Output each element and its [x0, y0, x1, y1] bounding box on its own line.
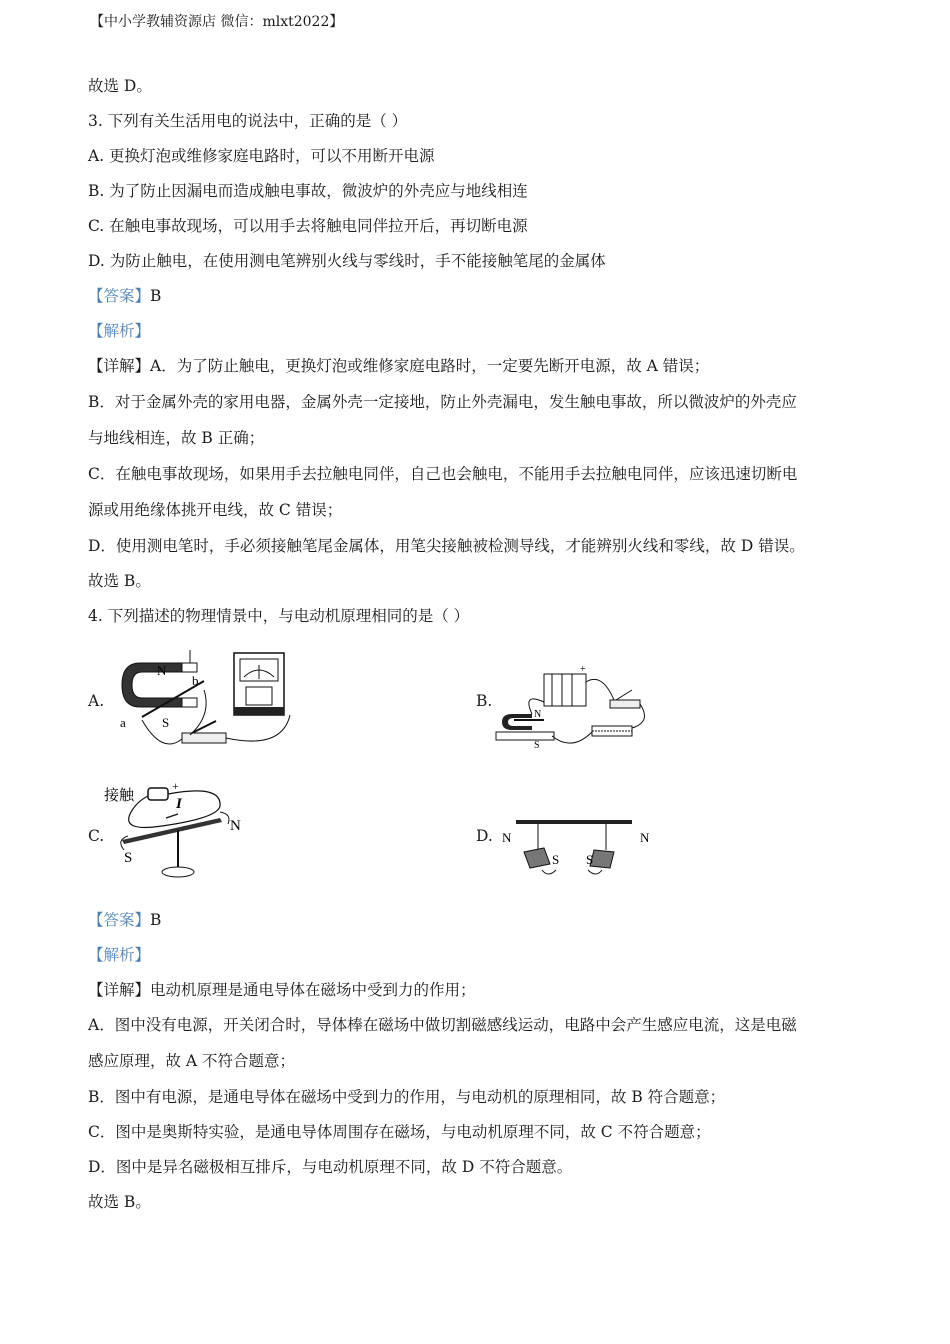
stand-base: [496, 732, 554, 740]
q4-stem: 4. 下列描述的物理情景中，与电动机原理相同的是（ ）: [88, 607, 470, 625]
galvanometer-body: [246, 687, 272, 705]
q4-conclusion: 故选 B。: [88, 1193, 151, 1211]
fig-d-s-right: S: [586, 852, 594, 867]
fig-c-plus: +: [172, 779, 179, 793]
q3-answer: [88, 286, 161, 306]
current-arrow: [166, 814, 178, 818]
switch-blade: [192, 721, 216, 733]
fig-a-wire-b: b: [192, 673, 199, 688]
fig-d-n-left: N: [502, 830, 512, 845]
fig-a-n: N: [157, 663, 167, 678]
q3-stem: 3. 下列有关生活用电的说法中，正确的是（ ）: [88, 112, 408, 130]
q3-detail-3: C．在触电事故现场，如果用手去拉触电同伴，自己也会触电，不能用手去拉触电同伴，应该迅速切断电: [88, 465, 798, 483]
q3-detail-0: [88, 356, 709, 376]
fig-d-s-left: S: [552, 852, 560, 867]
fig-b-plus: +: [580, 664, 586, 675]
switch-base: [182, 733, 226, 743]
q3-detail-4: 源或用绝缘体挑开电线，故 C 错误；: [88, 501, 343, 519]
fig-c-label: C.: [88, 827, 105, 845]
fig-a-label: A.: [88, 692, 105, 710]
answer-tag: 【答案】: [88, 911, 151, 929]
answer-value: B: [150, 911, 162, 929]
hanging-bar: [516, 820, 632, 824]
q4-detail-1: 感应原理，故 A 不符合题意；: [88, 1052, 296, 1070]
q4-detail-first: [88, 980, 476, 1000]
q4-analysis-tag: 【解析】: [88, 946, 151, 964]
figure-c-oersted: [102, 778, 257, 883]
q3-option-a: A. 更换灯泡或维修家庭电路时，可以不用断开电源: [88, 147, 435, 165]
figure-d-magnets: [498, 818, 658, 880]
battery: [544, 674, 586, 706]
q4-answer: [88, 910, 161, 930]
motion-arrow-left: [542, 870, 556, 874]
magnet-right: [590, 850, 614, 868]
switch: [610, 700, 640, 708]
horseshoe-magnet: [122, 663, 182, 707]
motion-arrow-right: [588, 870, 602, 874]
fig-b-n: N: [534, 709, 542, 720]
compass-needle: [122, 818, 222, 844]
q3-option-d: D. 为防止触电，在使用测电笔辨别火线与零线时，手不能接触笔尾的金属体: [88, 252, 606, 270]
q4-detail-4: D．图中是异名磁极相互排斥，与电动机原理不同，故 D 不符合题意。: [88, 1158, 573, 1176]
q3-analysis-tag: 【解析】: [88, 322, 151, 340]
wire-4: [552, 732, 592, 743]
fig-a-s: S: [162, 715, 170, 730]
wire-3: [226, 715, 290, 741]
q3-option-c: C. 在触电事故现场，可以用手去将触电同伴拉开后，再切断电源: [88, 217, 528, 235]
fig-d-n-right: N: [640, 830, 650, 845]
magnet-left: [524, 848, 550, 868]
detail-text: 电动机原理是通电导体在磁场中受到力的作用；: [150, 981, 476, 999]
prev-conclusion: 故选 D。: [88, 77, 152, 95]
fig-b-s: S: [534, 740, 540, 751]
answer-value: B: [150, 287, 162, 305]
fig-d-label: D.: [476, 827, 493, 845]
battery: [148, 788, 168, 800]
stand-base: [162, 867, 194, 877]
magnet-pole-s: [182, 698, 197, 707]
q3-detail-2: 与地线相连，故 B 正确；: [88, 429, 265, 447]
detail-text: A．为了防止触电，更换灯泡或维修家庭电路时，一定要先断开电源，故 A 错误；: [150, 357, 710, 375]
q3-detail-5: D．使用测电笔时，手必须接触笔尾金属体，用笔尖接触被检测导线，才能辨别火线和零线，故 D 错误。: [88, 537, 805, 555]
wire-1: [586, 679, 614, 700]
fig-a-wire-a: a: [120, 715, 126, 730]
q3-detail-1: B．对于金属外壳的家用电器，金属外壳一定接地，防止外壳漏电，发生触电事故，所以微波炉的外壳应: [88, 393, 797, 411]
q4-detail-0: A．图中没有电源，开关闭合时，导体棒在磁场中做切割磁感线运动，电路中会产生感应电流，这是电磁: [88, 1016, 797, 1034]
fig-b-label: B.: [476, 692, 493, 710]
figure-b-motor-principle: [492, 662, 652, 752]
horseshoe-magnet: [502, 714, 532, 730]
detail-tag: 【详解】: [88, 357, 151, 375]
fig-c-s: S: [124, 850, 133, 866]
q4-detail-3: C．图中是奥斯特实验，是通电导体周围存在磁场，与电动机原理不同，故 C 不符合题意；: [88, 1123, 711, 1141]
fig-c-contact: 接触: [104, 788, 135, 804]
fig-c-n: N: [230, 818, 241, 834]
detail-tag: 【详解】: [88, 981, 151, 999]
switch-blade: [616, 690, 632, 700]
answer-tag: 【答案】: [88, 287, 151, 305]
magnet-pole-n: [182, 663, 197, 672]
galvanometer-base: [234, 707, 284, 715]
q3-conclusion: 故选 B。: [88, 572, 151, 590]
rotation-arrow-n: [220, 812, 229, 824]
figure-a-generator: [112, 645, 292, 750]
fig-c-current: I: [176, 796, 182, 812]
page-header: 【中小学教辅资源店 微信：mlxt2022】: [90, 14, 344, 30]
q3-option-b: B. 为了防止因漏电而造成触电事故，微波炉的外壳应与地线相连: [88, 182, 528, 200]
q4-detail-2: B．图中有电源，是通电导体在磁场中受到力的作用，与电动机的原理相同，故 B 符合题意；: [88, 1088, 726, 1106]
